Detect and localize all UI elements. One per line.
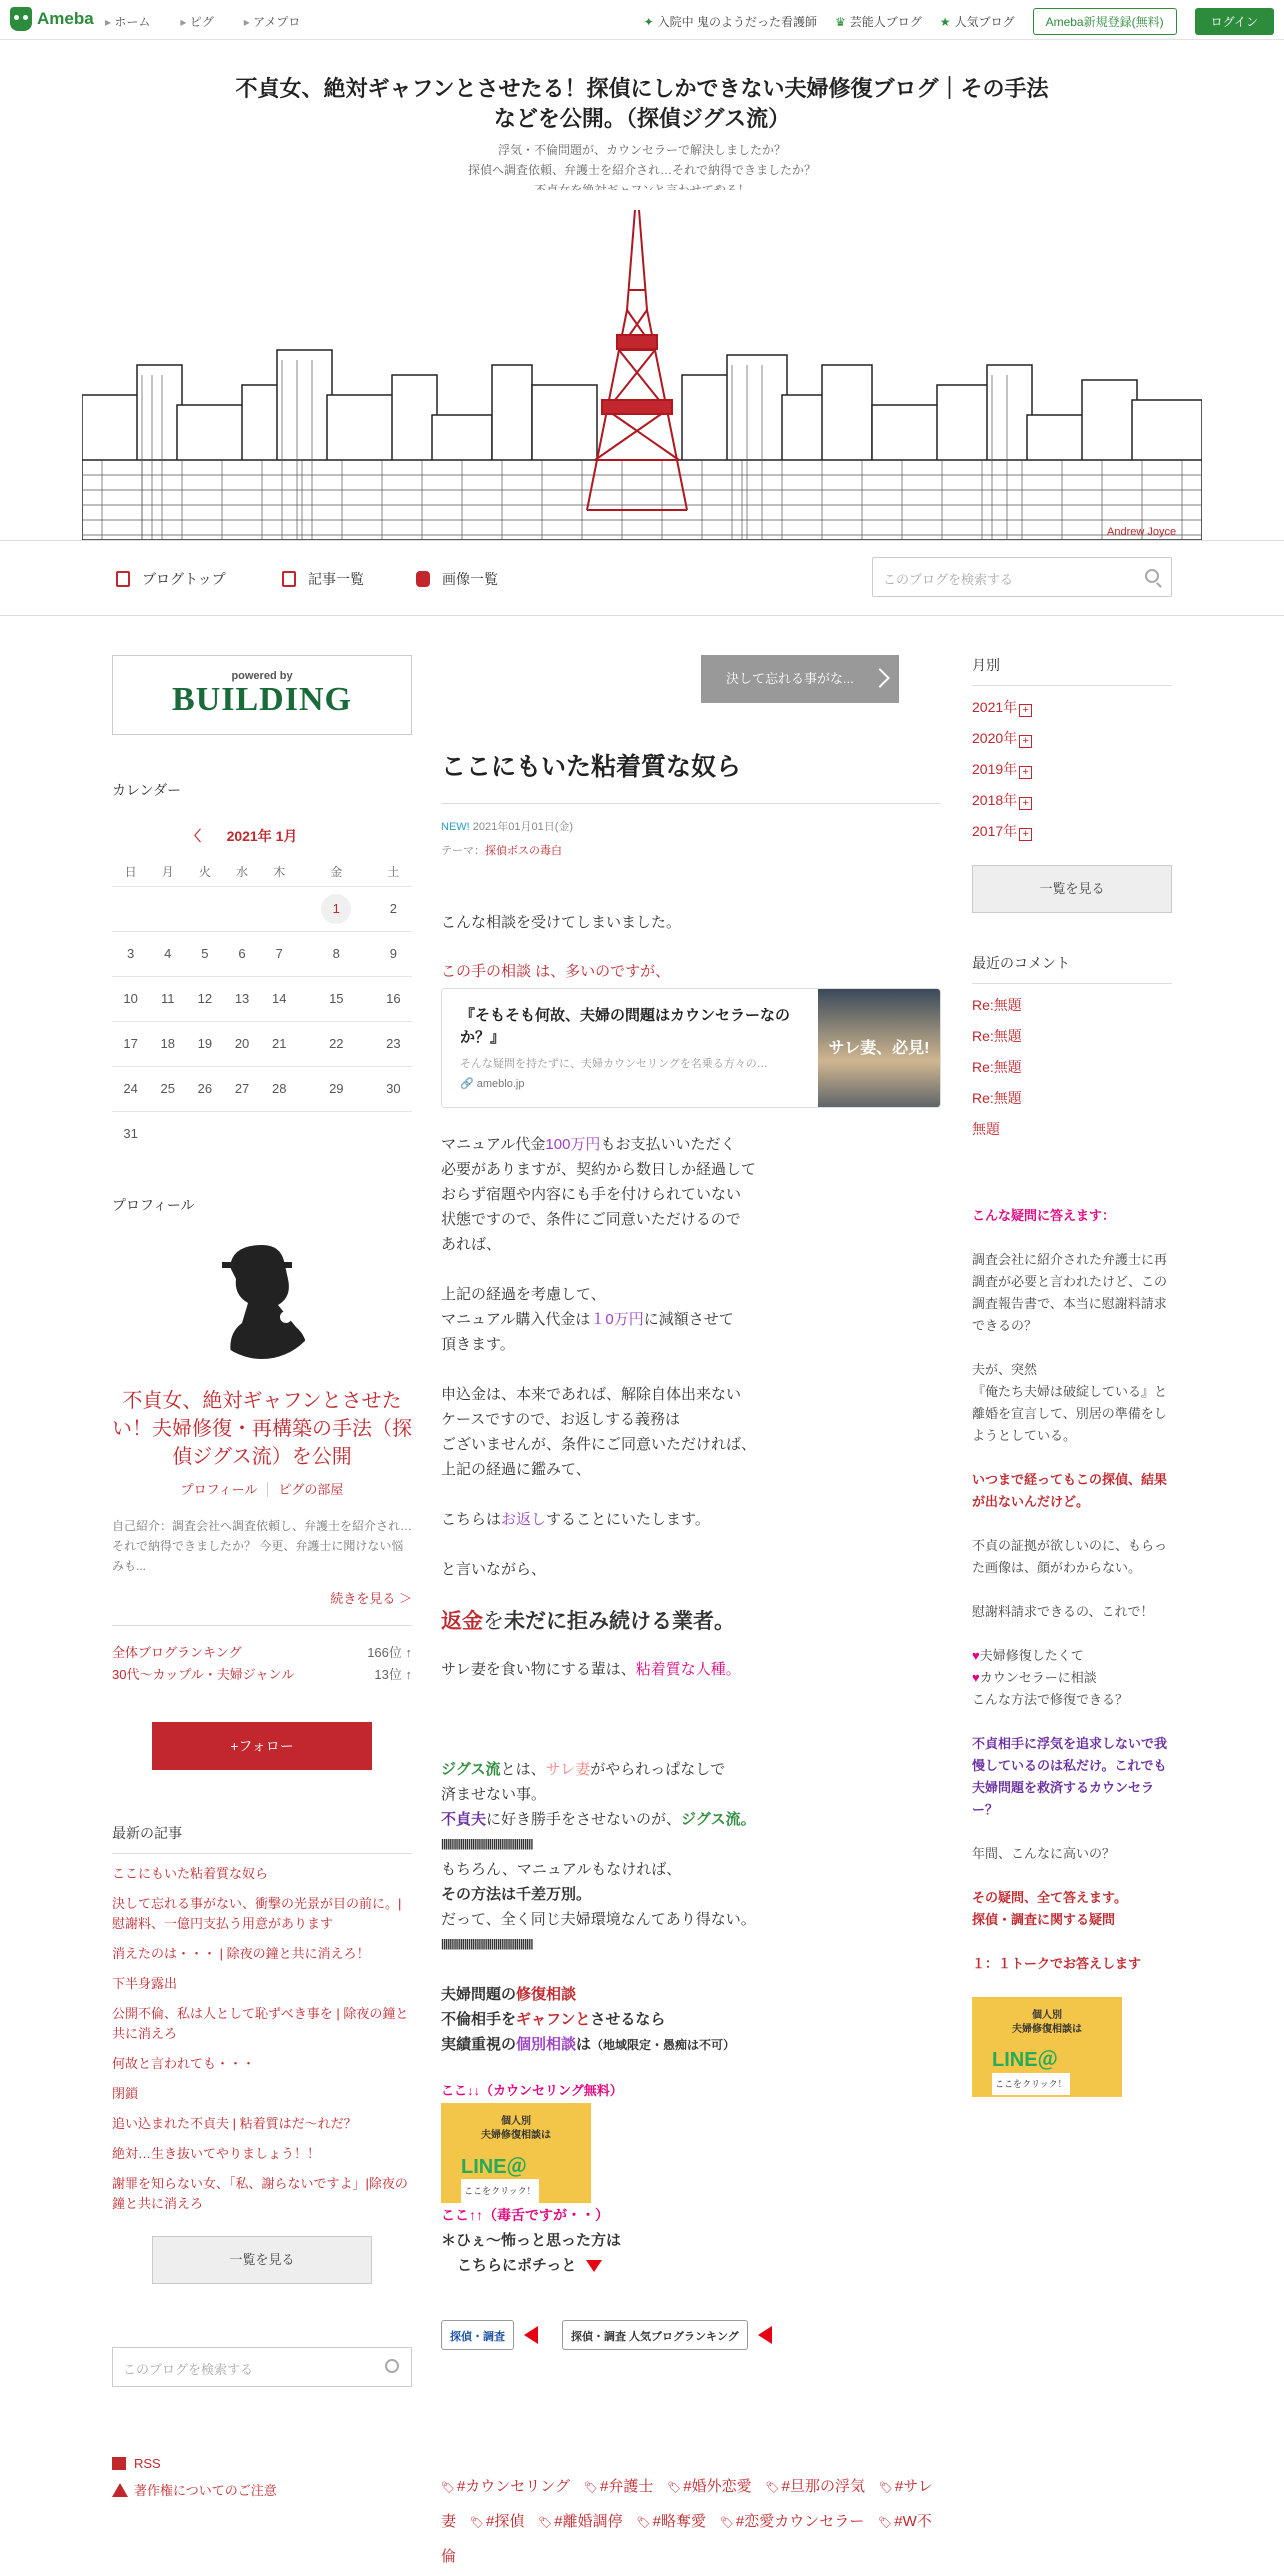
- ranking-banner-2[interactable]: 探偵・調査 人気ブログランキング: [562, 2320, 748, 2350]
- article-date: 2021年01月01日(金): [472, 821, 574, 833]
- paragraph: [441, 2253, 941, 2278]
- crown-icon: ♛: [835, 15, 846, 29]
- card-title: 『そもそも何故、夫婦の問題はカウンセラーなのか？』: [460, 1007, 791, 1046]
- rss-icon: [112, 2457, 126, 2470]
- text: 100万円: [545, 1136, 601, 1153]
- month-item[interactable]: [972, 692, 1172, 723]
- faq-item: 調査会社に紹介された弁護士に再調査が必要と言われたけど、この調査報告書で、本当に慰謝料請求できるの？: [972, 1252, 1168, 1333]
- paragraph: [441, 1982, 941, 2007]
- rank-value: 166位 ↑: [367, 1645, 412, 1660]
- month-label: 2020年: [972, 730, 1018, 746]
- weekday: 水: [236, 865, 249, 880]
- months-title: 月別: [972, 655, 1172, 686]
- ranking: [112, 1625, 412, 1686]
- nav-image-list-label: 画像一覧: [442, 571, 498, 587]
- hashtag[interactable]: 🏷 #略奪愛: [637, 2513, 706, 2530]
- geino-blog-link[interactable]: [835, 13, 922, 30]
- notice-link[interactable]: [644, 13, 817, 30]
- ranking-banner-1[interactable]: 探偵・調査: [441, 2320, 514, 2350]
- silhouette-icon: [202, 1239, 322, 1359]
- comment-item[interactable]: 無題: [972, 1121, 1000, 1137]
- ameba-logo-icon: [10, 7, 32, 31]
- month-archive: [972, 692, 1172, 847]
- paragraph: おらず宿題や内容にも手を付けられていない: [441, 1186, 742, 1203]
- list-item[interactable]: 公開不倫、私は人として恥ずべき事を | 除夜の鐘と共に消えろ: [112, 2006, 409, 2041]
- list-item[interactable]: 謝罪を知らない女、「私、謝らないですよ」|除夜の鐘と共に消えろ: [112, 2176, 408, 2211]
- month-item[interactable]: [972, 754, 1172, 785]
- caption: ここ↑↑（毒舌ですが・・）: [441, 2207, 609, 2223]
- paragraph: その方法は千差万別。: [441, 1886, 592, 1903]
- text: することにいたします。: [546, 1511, 710, 1528]
- calendar-title: カレンダー: [112, 782, 182, 798]
- profile-name[interactable]: 不貞女、絶対ギャフンとさせたい！夫婦修復・再構築の手法（探偵ジグス流）を公開: [112, 1390, 412, 1468]
- expand-icon[interactable]: +: [1019, 797, 1032, 810]
- login-button[interactable]: ログイン: [1195, 8, 1274, 35]
- text: 不倫相手を: [441, 2011, 517, 2028]
- weekday: 日: [124, 865, 137, 880]
- comment-item[interactable]: Re:無題: [972, 1028, 1022, 1044]
- faq-item: 夫が、突然 『俺たち夫婦は破綻している』と離婚を宣言して、別居の準備をしようとしている。: [972, 1362, 1168, 1443]
- faq-item: [972, 1645, 1172, 1711]
- text: サレ妻: [545, 1761, 591, 1778]
- calendar-day: 2: [375, 886, 412, 931]
- paragraph: 済ませない事。: [441, 1786, 547, 1803]
- paragraph: 上記の経過を考慮して、: [441, 1286, 606, 1303]
- faq-item: 不貞の証拠が欲しいのに、もらった画像は、顔がわからない。: [972, 1538, 1168, 1575]
- text: 修復相談: [516, 1986, 577, 2003]
- text: 夫婦問題の: [441, 1986, 517, 2003]
- text: こんな方法で修復できる？: [972, 1692, 1129, 1707]
- hashtag[interactable]: 🏷 #婚外恋愛: [667, 2478, 751, 2495]
- month-label: 2019年: [972, 761, 1018, 777]
- warning-icon: [112, 2483, 128, 2497]
- text: お返し: [501, 1511, 547, 1528]
- faq-item: 年間、こんなに高いの？: [972, 1846, 1116, 1861]
- paragraph: ケースですので、お返しする義務は: [441, 1411, 680, 1428]
- blog-header: [0, 40, 1284, 542]
- calendar: [112, 780, 412, 1156]
- paragraph: [441, 1307, 941, 1332]
- paragraph: 申込金は、本来であれば、解除自体出来ない: [441, 1386, 742, 1403]
- comment-item[interactable]: Re:無題: [972, 997, 1022, 1013]
- paragraph: ＊ひぇ～怖っと思った方は: [441, 2232, 622, 2249]
- text: 粘着質な人種。: [635, 1661, 741, 1678]
- blog-navbar: [0, 540, 1284, 616]
- paragraph: と言いながら、: [441, 1561, 547, 1578]
- paragraph: [441, 2007, 941, 2032]
- line-banner-title: 個人別 夫婦修復相談は: [481, 2116, 551, 2141]
- city-illustration: [82, 190, 1202, 540]
- search-placeholder: このブログを検索する: [123, 2362, 254, 2377]
- theme-link[interactable]: 探偵ボスの毒白: [485, 845, 562, 857]
- text: カウンセラーに相談: [979, 1670, 1097, 1685]
- nav-article-list[interactable]: [282, 569, 364, 589]
- text: がやられっぱなしで: [590, 1761, 726, 1778]
- blog-search-input[interactable]: [872, 557, 1172, 597]
- month-item[interactable]: [972, 723, 1172, 754]
- nav-article-list-label: 記事一覧: [308, 571, 364, 587]
- article-title[interactable]: ここにもいた粘着質な奴ら: [441, 747, 941, 804]
- calendar-month: 2021年 1月: [226, 828, 298, 844]
- topbar-right: [644, 8, 1274, 35]
- text: は: [576, 2036, 592, 2053]
- paragraph: 必要がありますが、契約から数日しか経過して: [441, 1161, 757, 1178]
- avatar[interactable]: [202, 1239, 322, 1359]
- popular-blog-link[interactable]: [940, 13, 1015, 30]
- expand-icon[interactable]: +: [1019, 766, 1032, 779]
- heart-icon: ♥: [972, 1670, 980, 1685]
- line-banner[interactable]: [441, 2103, 591, 2203]
- nav-pigg[interactable]: ▸ ピグ: [180, 13, 213, 30]
- hashtag[interactable]: 🏷 #弁護士: [584, 2478, 653, 2495]
- copyright-link[interactable]: [112, 2477, 277, 2504]
- text: ジグス流: [441, 1761, 501, 1778]
- nav-amepro[interactable]: ▸ アメプロ: [244, 13, 301, 30]
- paragraph: [441, 1132, 941, 1157]
- follow-button[interactable]: +フォロー: [152, 1722, 372, 1770]
- list-item[interactable]: 何故と言われても・・・: [112, 2056, 256, 2071]
- card-url: [460, 1077, 524, 1090]
- new-badge: NEW!: [441, 821, 470, 833]
- faq-item: 不貞相手に浮気を追求しないで我慢しているのは私だけ。これでも夫婦問題を救済するカウンセラー？: [972, 1736, 1168, 1817]
- paragraph: [441, 2032, 941, 2058]
- building-logo-text: BUILDING: [172, 681, 352, 718]
- text: こちらは: [441, 1511, 502, 1528]
- theme-label: テーマ：: [441, 845, 485, 857]
- hashtag[interactable]: 🏷 #W不倫: [441, 2513, 932, 2565]
- paragraph: この手の相談 は、多いのですが、: [441, 963, 671, 980]
- star-icon: ✦: [643, 15, 654, 29]
- rank-genre[interactable]: [112, 1664, 412, 1686]
- list-item[interactable]: 追い込まれた不貞夫 | 粘着質はだ〜れだ？: [112, 2116, 357, 2131]
- line-banner-logo: LINE＠: [992, 2049, 1058, 2071]
- calendar-grid: 日 月 火 水 木 金 土 1 2 3 4 5 6 7 8 9 10 11 12 13 14 15 16 17 18 19 20 21 22 23 24 25 26 27 28 29 30 31: [112, 858, 412, 1156]
- text: 返金: [441, 1610, 483, 1633]
- paragraph: [441, 1607, 941, 1637]
- weekday: 月: [161, 865, 174, 880]
- expand-icon[interactable]: +: [1019, 735, 1032, 748]
- link-card[interactable]: [441, 988, 941, 1108]
- ranking-banners: [441, 2320, 772, 2350]
- card-thumbnail: サレ妻、必見!: [818, 989, 940, 1108]
- list-item[interactable]: 消えたのは・・・ | 除夜の鐘と共に消えろ！: [112, 1946, 370, 1961]
- text: 不貞夫: [441, 1811, 487, 1828]
- text: マニュアル購入代金は: [441, 1311, 591, 1328]
- faq-item: 慰謝料請求できるの、これで！: [972, 1604, 1154, 1619]
- rank-value: 13位 ↑: [374, 1667, 412, 1682]
- faq-item: その疑問、全て答えます。 探偵・調査に関する疑問: [972, 1890, 1127, 1927]
- comments-title: 最近のコメント: [972, 953, 1172, 984]
- weekday: 木: [273, 865, 286, 880]
- paragraph: 頂きます。: [441, 1336, 515, 1353]
- powered-by-text: powered by: [231, 670, 293, 682]
- text: （地域限定・愚痴は不可）: [591, 2038, 736, 2052]
- profile-title: プロフィール: [112, 1197, 195, 1213]
- recent-title: 最新の記事: [112, 1823, 412, 1854]
- list-item[interactable]: 決して忘れる事がない、衝撃の光景が目の前に。|慰謝料、一億円支払う用意があります: [112, 1896, 402, 1931]
- line-banner-logo: LINE＠: [461, 2156, 527, 2178]
- line-banner-cta: ここをクリック！: [992, 2073, 1070, 2095]
- text: こちらにポチっと: [457, 2257, 577, 2274]
- illustration-credit: Andrew Joyce: [1107, 526, 1177, 538]
- calendar-day[interactable]: 1: [298, 886, 375, 931]
- profile-link[interactable]: プロフィール: [180, 1482, 258, 1497]
- right-sidebar: [972, 655, 1172, 2089]
- nav-image-list[interactable]: [416, 569, 498, 589]
- ameba-topbar: [0, 0, 1284, 40]
- blog-title[interactable]: 不貞女、絶対ギャフンとさせたる！探偵にしかできない夫婦修復ブログ｜その手法などを公開。（探偵ジグス流）: [235, 76, 1049, 131]
- text: もお支払いいただく: [600, 1136, 736, 1153]
- ameba-logo-text: Ameba: [37, 9, 94, 28]
- weekday: 土: [387, 865, 400, 880]
- arrow-left-icon: [524, 2326, 538, 2344]
- profile-more-link[interactable]: 続きを見る ＞: [330, 1591, 412, 1606]
- document-icon: [116, 571, 130, 587]
- article-meta: [441, 815, 573, 863]
- card-url-text: ameblo.jp: [476, 1078, 525, 1090]
- hashtag[interactable]: 🏷 #サレ妻: [441, 2478, 933, 2530]
- expand-icon[interactable]: +: [1019, 704, 1032, 717]
- month-label: 2021年: [972, 699, 1018, 715]
- next-article-button[interactable]: 決して忘れる事がな...: [701, 655, 899, 703]
- paragraph: ございませんが、条件にご同意いただければ、: [441, 1436, 757, 1453]
- text: 夫婦修復したくて: [979, 1648, 1084, 1663]
- text: サレ妻を食い物にする輩は、: [441, 1661, 636, 1678]
- rss-link[interactable]: [112, 2450, 277, 2477]
- line-link-caption[interactable]: ここ↓↓（カウンセリング無料）: [441, 2083, 623, 2098]
- text: ギャフンと: [516, 2011, 591, 2028]
- expand-icon[interactable]: +: [1019, 828, 1032, 841]
- hashtag[interactable]: 🏷 #恋愛カウンセラー: [720, 2513, 864, 2530]
- hashtag-list: [441, 2470, 941, 2574]
- popular-text: 人気ブログ: [954, 15, 1015, 29]
- ameba-logo[interactable]: [10, 7, 94, 31]
- camera-icon: [416, 571, 430, 587]
- blog-description: 浮気・不倫問題が、カウンセラーで解決しましたか？ 探偵へ調査依頼、弁護士を紹介され…それで納得できましたか？: [467, 143, 816, 177]
- line-banner[interactable]: [972, 1997, 1122, 2097]
- hashtag[interactable]: 🏷 #離婚調停: [538, 2513, 622, 2530]
- text: ジグス流。: [681, 1811, 756, 1828]
- month-label: 2018年: [972, 792, 1018, 808]
- nav-blog-top[interactable]: [116, 569, 226, 589]
- text: に減額させて: [643, 1311, 734, 1328]
- left-sidebar: [112, 655, 413, 2498]
- geino-text: 芸能人ブログ: [849, 15, 922, 29]
- hashtag[interactable]: 🏷 #カウンセリング: [441, 2478, 570, 2495]
- copy-icon: [282, 571, 296, 587]
- text: １0万円: [590, 1311, 644, 1328]
- list-item[interactable]: 閉鎖: [112, 2086, 139, 2101]
- recent-list-button[interactable]: 一覧を見る: [152, 2236, 372, 2284]
- card-description: そんな疑問を持たずに、夫婦カウンセリングを名乗る方々の…: [460, 1058, 768, 1070]
- sidebar-footer: [112, 2450, 277, 2504]
- link-icon: 🔗: [460, 1078, 477, 1090]
- profile-intro: 自己紹介：調査会社へ調査依頼し、弁護士を紹介され…それで納得できましたか？ 今更、弁護士に聞けない悩みも...: [112, 1519, 413, 1573]
- calendar-prev-icon[interactable]: 〈: [187, 828, 201, 844]
- text: させるなら: [590, 2011, 666, 2028]
- line-banner-title: 個人別 夫婦修復相談は: [1012, 2010, 1082, 2035]
- month-list-button[interactable]: 一覧を見る: [972, 865, 1172, 913]
- divider-bars: ||||||||||||||||||||||||||||||||||||||||||||: [441, 1838, 533, 1850]
- comment-item[interactable]: Re:無題: [972, 1059, 1022, 1075]
- rss-label: RSS: [134, 2456, 161, 2471]
- line-banner-cta: ここをクリック！: [461, 2179, 539, 2203]
- search-icon[interactable]: [1145, 569, 1159, 583]
- paragraph: だって、全く同じ夫婦環境なんてあり得ない。: [441, 1911, 756, 1928]
- recent-list: [112, 1864, 412, 2214]
- rank-label: 30代〜カップル・夫婦ジャンル: [112, 1667, 295, 1682]
- text: 未だに拒み続ける業者。: [504, 1610, 735, 1633]
- profile-section: [112, 1195, 412, 1770]
- building-banner[interactable]: [112, 655, 412, 735]
- calendar-header: [112, 826, 412, 846]
- rank-overall[interactable]: [112, 1642, 412, 1664]
- paragraph: もちろん、マニュアルもなければ、: [441, 1861, 682, 1878]
- copyright-label: 著作権についてのご注意: [134, 2483, 277, 2498]
- paragraph: [441, 1807, 941, 1832]
- notice-text: 入院中 鬼のようだった看護師: [657, 15, 818, 29]
- search-placeholder: このブログを検索する: [883, 572, 1014, 587]
- faq-item: いつまで経ってもこの探偵、結果が出ないんだけど。: [972, 1472, 1168, 1509]
- pigg-room-link[interactable]: ピグの部屋: [267, 1482, 353, 1497]
- arrow-left-icon: [758, 2326, 772, 2344]
- global-nav: [105, 13, 300, 30]
- paragraph: 上記の経過に鑑みて、: [441, 1461, 591, 1478]
- paragraph: [441, 1757, 941, 1782]
- text: に好き勝手をさせないのが、: [486, 1811, 682, 1828]
- month-item[interactable]: [972, 785, 1172, 816]
- search-icon[interactable]: [385, 2359, 399, 2373]
- heart-icon: ♥: [972, 1648, 980, 1663]
- paragraph: [441, 1657, 941, 1682]
- list-item[interactable]: ここにもいた粘着質な奴ら: [112, 1866, 269, 1881]
- sidebar-search-input[interactable]: [112, 2347, 412, 2387]
- nav-home[interactable]: ▸ ホーム: [105, 13, 150, 30]
- divider-bars: ||||||||||||||||||||||||||||||||||||||||||||: [441, 1938, 533, 1950]
- rank-label: 全体ブログランキング: [112, 1645, 242, 1660]
- month-item[interactable]: [972, 816, 1172, 847]
- paragraph: [441, 1507, 941, 1532]
- register-button[interactable]: Ameba新規登録(無料): [1033, 8, 1177, 35]
- paragraph: こんな相談を受けてしまいました。: [441, 914, 682, 931]
- weekday: 火: [198, 865, 211, 880]
- paragraph: 状態ですので、条件にご同意いただけるので: [441, 1211, 741, 1228]
- paragraph: あれば、: [441, 1236, 502, 1253]
- arrow-down-icon: [586, 2260, 602, 2272]
- list-item[interactable]: 下半身露出: [112, 1976, 178, 1991]
- weekday: 金: [330, 865, 343, 880]
- comment-item[interactable]: Re:無題: [972, 1090, 1022, 1106]
- list-item[interactable]: 絶対…生き抜いてやりましょう！！: [112, 2146, 321, 2161]
- crown-icon: ★: [939, 15, 951, 29]
- recent-articles: [112, 1823, 412, 2284]
- text: マニュアル代金: [441, 1136, 546, 1153]
- hashtag[interactable]: 🏷 #探偵: [470, 2513, 524, 2530]
- text: とは、: [500, 1761, 546, 1778]
- faq-title: こんな疑問に答えます：: [972, 1208, 1116, 1223]
- faq-widget: [972, 1205, 1172, 2097]
- profile-links: [112, 1479, 412, 1498]
- text: 実績重視の: [441, 2036, 517, 2053]
- hashtag[interactable]: 🏷 #旦那の浮気: [766, 2478, 865, 2495]
- comment-list: [972, 990, 1172, 1145]
- nav-blog-top-label: ブログトップ: [142, 571, 226, 587]
- month-label: 2017年: [972, 823, 1018, 839]
- text: 個別相談: [516, 2036, 577, 2053]
- text: を: [483, 1610, 504, 1633]
- article-body-2: [441, 1132, 941, 2278]
- faq-item: １：１トークでお答えします: [972, 1956, 1142, 1971]
